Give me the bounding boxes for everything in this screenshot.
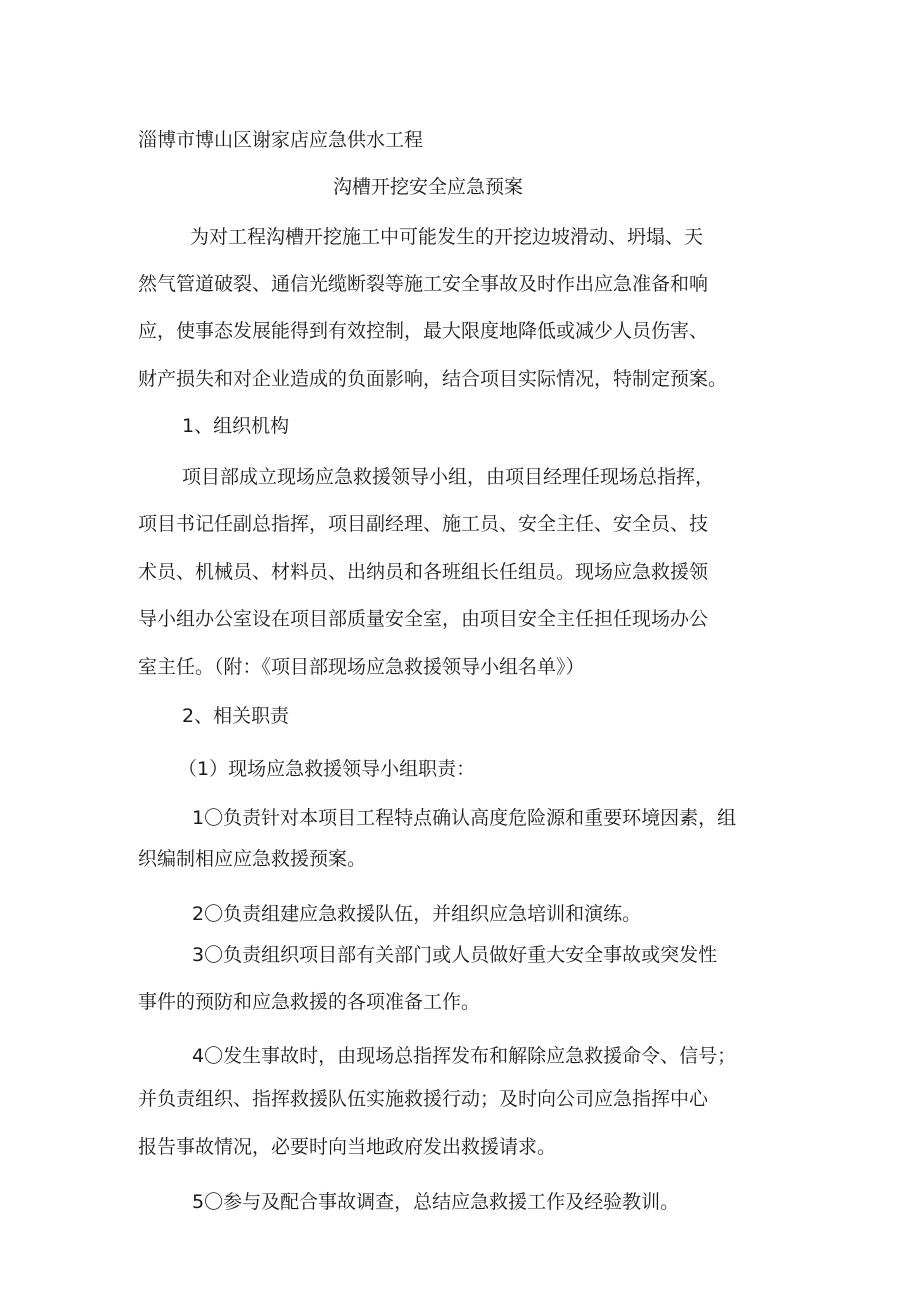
section-heading: 1、组织机构 xyxy=(182,415,290,437)
intro-line: 应，使事态发展能得到有效控制，最大限度地降低或减少人员伤害、 xyxy=(138,320,709,342)
duty-item: 5〇参与及配合事故调查，总结应急救援工作及经验教训。 xyxy=(192,1191,680,1213)
duty-item-continuation: 并负责组织、指挥救援队伍实施救援行动；及时向公司应急指挥中心 xyxy=(138,1088,709,1110)
duty-item-continuation: 事件的预防和应急救援的各项准备工作。 xyxy=(138,991,481,1013)
intro-line: 然气管道破裂、通信光缆断裂等施工安全事故及时作出应急准备和响 xyxy=(138,273,709,295)
duty-item: 4〇发生事故时，由现场总指挥发布和解除应急救援命令、信号； xyxy=(192,1045,737,1067)
section-text-line: 术员、机械员、材料员、出纳员和各班组长任组员。现场应急救援领 xyxy=(138,561,709,583)
section-text-line: 导小组办公室设在项目部质量安全室，由项目安全主任担任现场办公 xyxy=(138,608,709,630)
duty-item: 1〇负责针对本项目工程特点确认高度危险源和重要环境因素，组 xyxy=(192,807,737,829)
document-header: 淄博市博山区谢家店应急供水工程 xyxy=(138,129,424,151)
section-text-line: 项目书记任副总指挥，项目副经理、施工员、安全主任、安全员、技 xyxy=(138,513,709,535)
section-text-line: 项目部成立现场应急救援领导小组，由项目经理任现场总指挥， xyxy=(182,466,715,488)
duty-item-continuation: 报告事故情况，必要时向当地政府发出救援请求。 xyxy=(138,1136,557,1158)
duty-item: 2〇负责组建应急救援队伍，并组织应急培训和演练。 xyxy=(192,903,642,925)
subsection-heading: （1）现场应急救援领导小组职责： xyxy=(178,758,476,780)
intro-line: 财产损失和对企业造成的负面影响，结合项目实际情况，特制定预案。 xyxy=(138,368,728,390)
intro-line: 为对工程沟槽开挖施工中可能发生的开挖边坡滑动、坍塌、天 xyxy=(190,226,704,248)
document-title: 沟槽开挖安全应急预案 xyxy=(333,176,524,198)
duty-item-continuation: 织编制相应应急救援预案。 xyxy=(138,848,367,870)
duty-item: 3〇负责组织项目部有关部门或人员做好重大安全事故或突发性 xyxy=(192,944,718,966)
section-text-line: 室主任。（附：《项目部现场应急救援领导小组名单》） xyxy=(138,656,585,678)
section-heading: 2、相关职责 xyxy=(182,705,290,727)
